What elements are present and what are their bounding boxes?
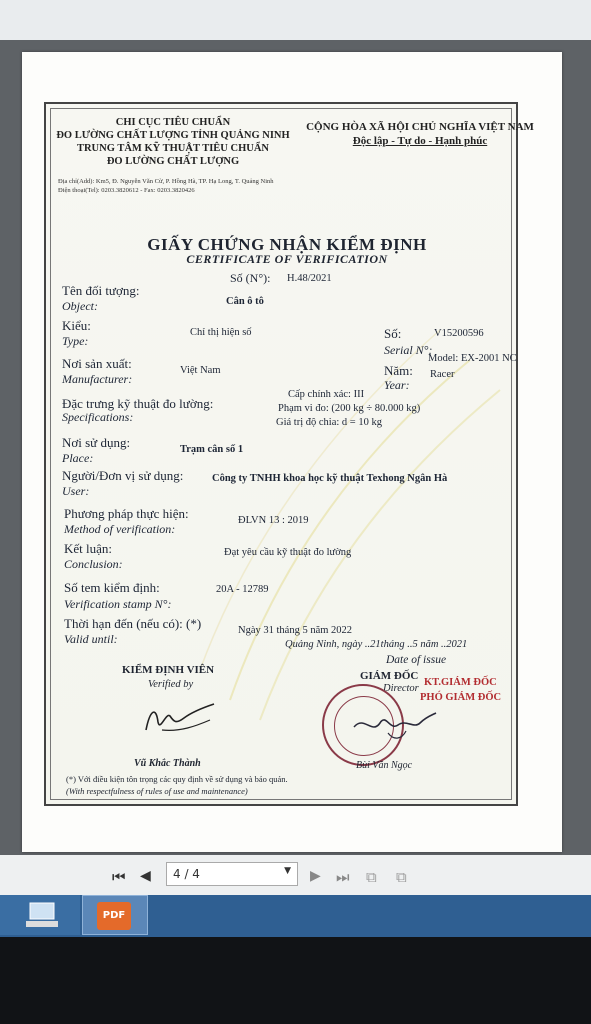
previous-page-icon[interactable]: ◀ [140, 868, 151, 884]
valid-until-label: Thời hạn đến (nếu có): (*) [64, 616, 202, 631]
stamp-number-label-en: Verification stamp N°: [64, 597, 172, 611]
chevron-down-icon[interactable]: ▼ [284, 866, 291, 876]
monitor-bezel [0, 937, 591, 1024]
national-title: CỘNG HÒA XÃ HỘI CHỦ NGHĨA VIỆT NAM [306, 121, 534, 133]
year-value: Racer [430, 369, 455, 380]
certificate-title-en: CERTIFICATE OF VERIFICATION [186, 252, 388, 266]
director-name: Bùi Văn Ngọc [356, 760, 413, 771]
taskbar-app-pdf[interactable] [82, 895, 148, 935]
serial-value: V15200596 [434, 328, 484, 339]
year-label-en: Year: [384, 378, 410, 392]
place-value: Trạm cân số 1 [180, 444, 244, 455]
national-motto: Độc lập - Tự do - Hạnh phúc [352, 135, 488, 147]
deputy-line-2: PHÓ GIÁM ĐỐC [420, 692, 502, 703]
user-label: Người/Đơn vị sử dụng: [62, 468, 184, 483]
page-selector[interactable] [166, 862, 298, 886]
conclusion-value: Đạt yêu cầu kỹ thuật đo lường [224, 547, 352, 558]
serial-label-en: Serial N°: [384, 343, 433, 357]
object-label-en: Object: [62, 299, 98, 313]
stamp-number-value: 20A - 12789 [216, 584, 269, 595]
method-value: ĐLVN 13 : 2019 [238, 515, 309, 526]
verifier-name: Vũ Khắc Thành [134, 758, 201, 769]
conclusion-label: Kết luận: [64, 541, 113, 556]
pdf-icon [97, 902, 131, 930]
spec-range: Phạm vi đo: (200 kg ÷ 80.000 kg) [278, 403, 421, 414]
verifier-signature [140, 700, 220, 740]
manufacturer-label-en: Manufacturer: [62, 372, 133, 386]
serial-label: Số: [384, 326, 402, 341]
model-value: Model: EX-2001 NC [428, 353, 517, 364]
specifications-label: Đặc trưng kỹ thuật đo lường: [62, 396, 214, 411]
object-value: Cân ô tô [226, 296, 264, 307]
footnote-2: (With respectfulness of rules of use and maintenance) [66, 786, 248, 796]
issuer-line-1: CHI CỤC TIÊU CHUẨN [115, 117, 231, 128]
spec-accuracy: Cấp chính xác: III [288, 389, 365, 400]
national-header [300, 120, 540, 148]
type-label-en: Type: [62, 334, 89, 348]
place-label: Nơi sử dụng: [62, 435, 131, 450]
deputy-line-1: KT.GIÁM ĐỐC [424, 677, 497, 688]
user-label-en: User: [62, 484, 90, 498]
first-page-icon[interactable]: ⏮ [112, 868, 126, 886]
valid-until-label-en: Valid until: [64, 632, 118, 646]
export-page-icon[interactable]: ⧉ [396, 868, 407, 886]
taskbar-app-computer[interactable] [0, 895, 80, 935]
method-label-en: Method of verification: [64, 522, 176, 536]
manufacturer-label: Nơi sản xuất: [62, 356, 132, 371]
object-label: Tên đối tượng: [62, 283, 140, 298]
next-page-icon[interactable]: ▶ [310, 868, 321, 884]
valid-until-value: Ngày 31 tháng 5 năm 2022 [238, 625, 353, 636]
year-label: Năm: [384, 363, 413, 378]
stamp-number-label: Số tem kiểm định: [64, 580, 160, 595]
type-label: Kiểu: [62, 318, 91, 333]
place-label-en: Place: [62, 451, 94, 465]
computer-icon [0, 895, 80, 935]
issue-date-label-en: Date of issue [386, 654, 447, 666]
verifier-title-en: Verified by [148, 679, 194, 690]
user-value: Công ty TNHH khoa học kỹ thuật Texhong Ngân Hà [212, 473, 448, 484]
type-value: Chỉ thị hiện số [190, 327, 252, 338]
certificate-number-label: Số (N°): [230, 271, 271, 285]
issue-date: Quảng Ninh, ngày ..21tháng ..5 năm ..2021 [285, 639, 468, 650]
spec-division: Giá trị độ chia: d = 10 kg [276, 417, 382, 428]
page-indicator: 4 / 4 [173, 867, 200, 881]
method-label: Phương pháp thực hiện: [64, 506, 189, 521]
verifier-title: KIỂM ĐỊNH VIÊN [122, 664, 215, 676]
copy-page-icon[interactable]: ⧉ [366, 868, 377, 886]
conclusion-label-en: Conclusion: [64, 557, 123, 571]
issuer-line-2: ĐO LƯỜNG CHẤT LƯỢNG TỈNH QUẢNG NINH [56, 130, 290, 141]
director-title-en: Director [383, 683, 419, 694]
certificate-number: H.48/2021 [287, 273, 332, 284]
address-line: Địa chỉ(Add): Km5, Đ. Nguyễn Văn Cừ, P. Hồng Hà, TP. Hạ Long, T. Quảng Ninh [58, 178, 274, 185]
certificate-title: GIẤY CHỨNG NHẬN KIỂM ĐỊNH [147, 235, 427, 254]
issuer-header [48, 116, 298, 168]
specifications-label-en: Specifications: [62, 410, 134, 424]
issuer-address [58, 177, 274, 195]
director-signature [350, 705, 440, 745]
issuer-line-4: ĐO LƯỜNG CHẤT LƯỢNG [106, 156, 240, 167]
pdf-icon-label: PDF [102, 910, 126, 921]
director-title: GIÁM ĐỐC [360, 670, 419, 682]
manufacturer-value: Việt Nam [180, 365, 221, 376]
phone-line: Điện thoại(Tel): 0203.3820612 - Fax: 0203.3820426 [58, 187, 195, 194]
last-page-icon[interactable]: ⏭ [336, 868, 350, 886]
footnote-1: (*) Với điều kiện tôn trọng các quy định về sử dụng và bảo quản. [66, 774, 288, 784]
issuer-line-3: TRUNG TÂM KỸ THUẬT TIÊU CHUẨN [76, 143, 270, 154]
